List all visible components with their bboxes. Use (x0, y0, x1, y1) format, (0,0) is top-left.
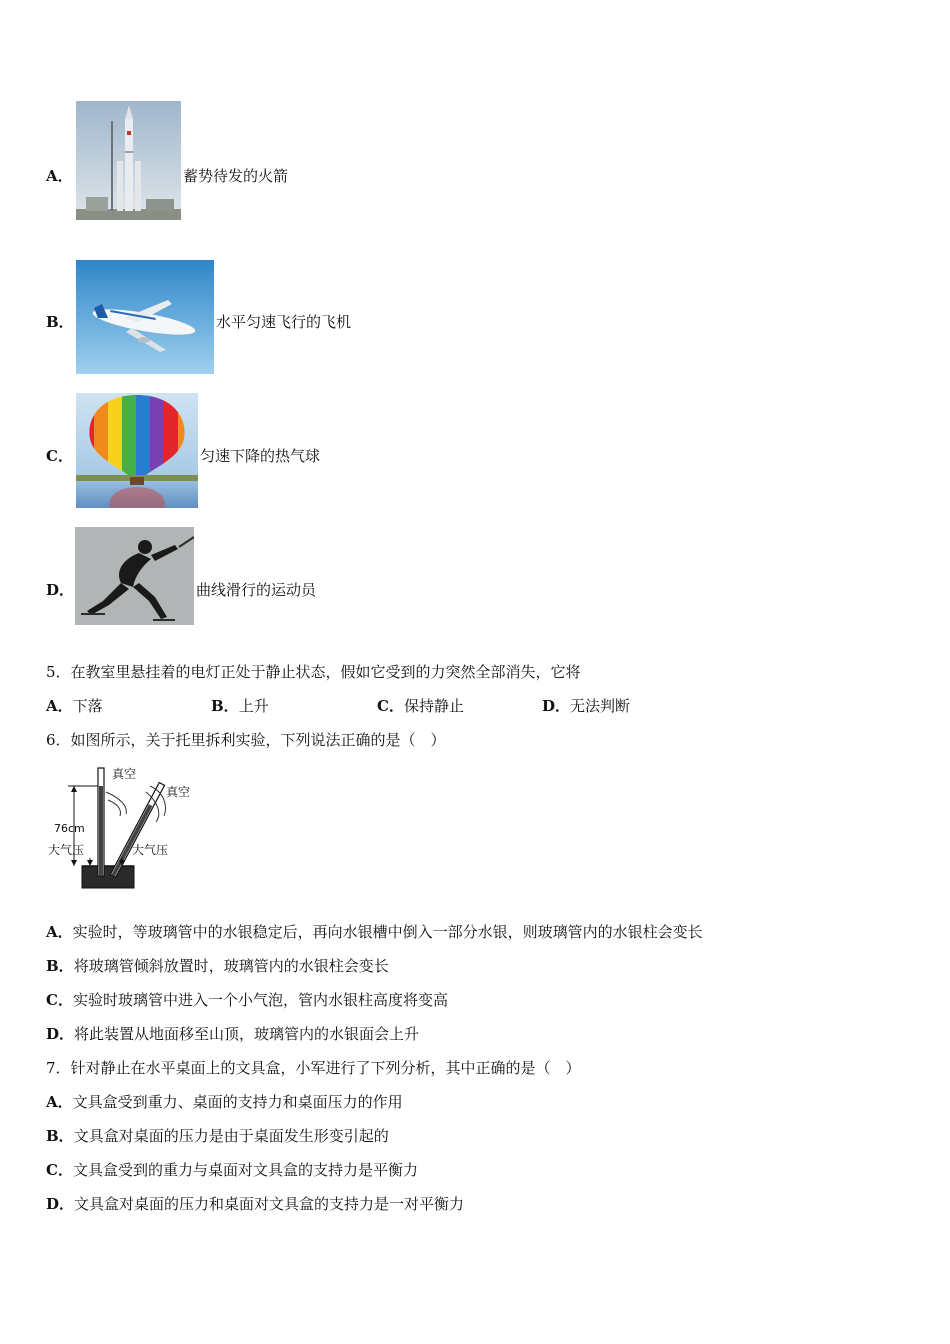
q5-options (46, 695, 746, 715)
option-letter: B． (46, 313, 74, 331)
label-pressure-left: 大气压 (48, 843, 85, 857)
q7-option-c: C．文具盒受到的重力与桌面对文具盒的支持力是平衡力 (46, 1161, 418, 1179)
label-vacuum-left: 真空 (112, 767, 137, 781)
torricelli-diagram (48, 762, 208, 892)
q5-stem: 5．在教室里悬挂着的电灯正处于静止状态，假如它受到的力突然全部消失，它将 (46, 663, 581, 681)
rocket-photo (76, 101, 181, 220)
q6-option-a: A．实验时，等玻璃管中的水银稳定后，再向水银槽中倒入一部分水银，则玻璃管内的水银柱会变长 (46, 923, 703, 941)
option-text: 曲线滑行的运动员 (196, 581, 317, 599)
q7-option-b: B．文具盒对桌面的压力是由于桌面发生形变引起的 (46, 1127, 389, 1145)
q7-option-d: D．文具盒对桌面的压力和桌面对文具盒的支持力是一对平衡力 (46, 1195, 465, 1213)
hot-air-balloon-photo (76, 393, 198, 508)
torricelli-figure (48, 762, 208, 892)
label-height: 76cm (54, 822, 85, 835)
option-text: 水平匀速飞行的飞机 (216, 313, 352, 331)
option-letter: C． (46, 447, 73, 465)
option-letter: D． (46, 581, 75, 599)
option-text: 蓄势待发的火箭 (183, 167, 289, 185)
option-text: 匀速下降的热气球 (200, 447, 321, 465)
label-pressure-right: 大气压 (132, 843, 169, 857)
label-vacuum-right: 真空 (166, 785, 191, 799)
airplane-photo (76, 260, 214, 374)
q5-option-b: B．上升 (211, 697, 269, 715)
q6-stem: 6．如图所示，关于托里拆利实验，下列说法正确的是（ ） (46, 731, 446, 749)
q5-option-d: D．无法判断 (542, 697, 631, 715)
speed-skater-photo (75, 527, 194, 625)
q7-option-a: A．文具盒受到重力、桌面的支持力和桌面压力的作用 (46, 1093, 403, 1111)
q5-option-a: A．下落 (46, 697, 103, 715)
q7-stem: 7．针对静止在水平桌面上的文具盒，小军进行了下列分析，其中正确的是（ ） (46, 1059, 581, 1077)
q6-option-c: C．实验时玻璃管中进入一个小气泡，管内水银柱高度将变高 (46, 991, 448, 1009)
option-letter: A． (46, 167, 73, 185)
q6-option-b: B．将玻璃管倾斜放置时，玻璃管内的水银柱会变长 (46, 957, 389, 975)
q6-option-d: D．将此装置从地面移至山顶，玻璃管内的水银面会上升 (46, 1025, 420, 1043)
q5-option-c: C．保持静止 (377, 697, 464, 715)
